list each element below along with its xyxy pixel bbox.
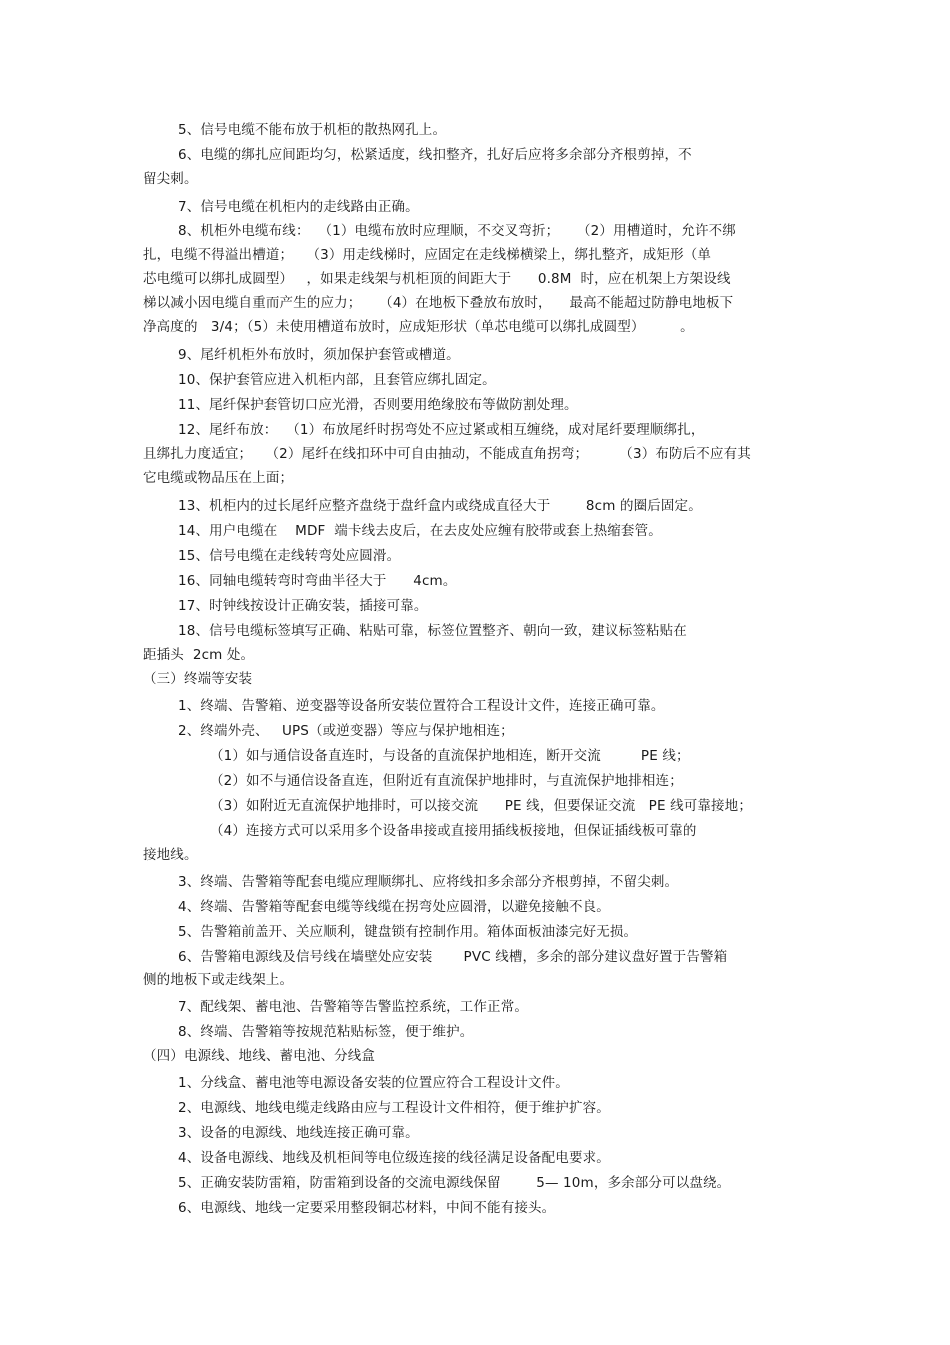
text-line: 11、尾纤保护套管切口应光滑，否则要用绝缘胶布等做防割处理。 (178, 397, 578, 413)
text-line: 13、机柜内的过长尾纤应整齐盘绕于盘纤盒内或绕成直径大于 8cm 的圈后固定。 (178, 498, 702, 514)
text-line: 7、配线架、蓄电池、告警箱等告警监控系统，工作正常。 (178, 999, 528, 1015)
text-line: 5、信号电缆不能布放于机柜的散热网孔上。 (178, 122, 447, 138)
text-line: 5、告警箱前盖开、关应顺利，键盘锁有控制作用。箱体面板油漆完好无损。 (178, 924, 638, 940)
text-line: 10、保护套管应进入机柜内部，且套管应绑扎固定。 (178, 372, 496, 388)
text-line: 18、信号电缆标签填写正确、粘贴可靠，标签位置整齐、朝向一致，建议标签粘贴在 (178, 623, 687, 639)
text-line: 净高度的 3/4；（5）未使用槽道布放时，应成矩形状（单芯电缆可以绑扎成圆型） 。 (143, 319, 694, 335)
text-line: 侧的地板下或走线架上。 (143, 972, 294, 988)
text-line: 3、终端、告警箱等配套电缆应理顺绑扎、应将线扣多余部分齐根剪掉，不留尖刺。 (178, 874, 679, 890)
text-line: 2、电源线、地线电缆走线路由应与工程设计文件相符，便于维护扩容。 (178, 1100, 610, 1116)
text-line: （3）如附近无直流保护地排时，可以接交流 PE 线，但要保证交流 PE 线可靠接地； (210, 798, 752, 814)
text-line: 8、机柜外电缆布线： （1）电缆布放时应理顺，不交叉弯折； （2）用槽道时，允许不绑 (178, 223, 736, 239)
section-heading: （四）电源线、地线、蓄电池、分线盒 (143, 1048, 376, 1064)
text-line: 17、时钟线按设计正确安装，插接可靠。 (178, 598, 428, 614)
text-line: 6、电缆的绑扎应间距均匀，松紧适度，线扣整齐，扎好后应将多余部分齐根剪掉，不 (178, 147, 692, 163)
text-line: 芯电缆可以绑扎成圆型） ，如果走线架与机柜顶的间距大于 0.8M 时，应在机架上方架设线 (143, 271, 731, 287)
text-line: 2、终端外壳、 UPS（或逆变器）等应与保护地相连； (178, 723, 514, 739)
text-line: 15、信号电缆在走线转弯处应圆滑。 (178, 548, 401, 564)
text-line: 9、尾纤机柜外布放时，须加保护套管或槽道。 (178, 347, 460, 363)
text-line: （1）如与通信设备直连时，与设备的直流保护地相连，断开交流 PE 线； (210, 748, 690, 764)
text-line: 1、终端、告警箱、逆变器等设备所安装位置符合工程设计文件，连接正确可靠。 (178, 698, 665, 714)
text-line: 12、尾纤布放： （1）布放尾纤时拐弯处不应过紧或相互缠绕，成对尾纤要理顺绑扎， (178, 422, 705, 438)
text-line: 7、信号电缆在机柜内的走线路由正确。 (178, 199, 419, 215)
text-line: 它电缆或物品压在上面； (143, 470, 294, 486)
text-line: 1、分线盒、蓄电池等电源设备安装的位置应符合工程设计文件。 (178, 1075, 569, 1091)
text-line: （4）连接方式可以采用多个设备串接或直接用插线板接地，但保证插线板可靠的 (210, 823, 697, 839)
text-line: 4、设备电源线、地线及机柜间等电位级连接的线径满足设备配电要求。 (178, 1150, 610, 1166)
text-line: 扎，电缆不得溢出槽道； （3）用走线梯时，应固定在走线梯横梁上，绑扎整齐，成矩形（单 (143, 247, 712, 263)
text-line: 距插头 2cm 处。 (143, 647, 255, 663)
text-line: 留尖刺。 (143, 171, 198, 187)
text-line: 5、正确安装防雷箱，防雷箱到设备的交流电源线保留 5— 10m，多余部分可以盘绕。 (178, 1175, 731, 1191)
text-line: 6、告警箱电源线及信号线在墙壁处应安装 PVC 线槽，多余的部分建议盘好置于告警箱 (178, 949, 728, 965)
text-line: （2）如不与通信设备直连，但附近有直流保护地排时，与直流保护地排相连； (210, 773, 683, 789)
text-line: 接地线。 (143, 847, 198, 863)
text-line: 且绑扎力度适宜； （2）尾纤在线扣环中可自由抽动，不能成直角拐弯； （3）布防后不应有其 (143, 446, 751, 462)
text-line: 3、设备的电源线、地线连接正确可靠。 (178, 1125, 419, 1141)
text-line: 16、同轴电缆转弯时弯曲半径大于 4cm。 (178, 573, 457, 589)
section-heading: （三）终端等安装 (143, 671, 253, 687)
text-line: 14、用户电缆在 MDF 端卡线去皮后，在去皮处应缠有胶带或套上热缩套管。 (178, 523, 662, 539)
text-line: 梯以减小因电缆自重而产生的应力； （4）在地板下叠放布放时， 最高不能超过防静电地板下 (143, 295, 734, 311)
text-line: 6、电源线、地线一定要采用整段铜芯材料，中间不能有接头。 (178, 1200, 556, 1216)
text-line: 4、终端、告警箱等配套电缆等线缆在拐弯处应圆滑，以避免接触不良。 (178, 899, 610, 915)
text-line: 8、终端、告警箱等按规范粘贴标签，便于维护。 (178, 1024, 474, 1040)
